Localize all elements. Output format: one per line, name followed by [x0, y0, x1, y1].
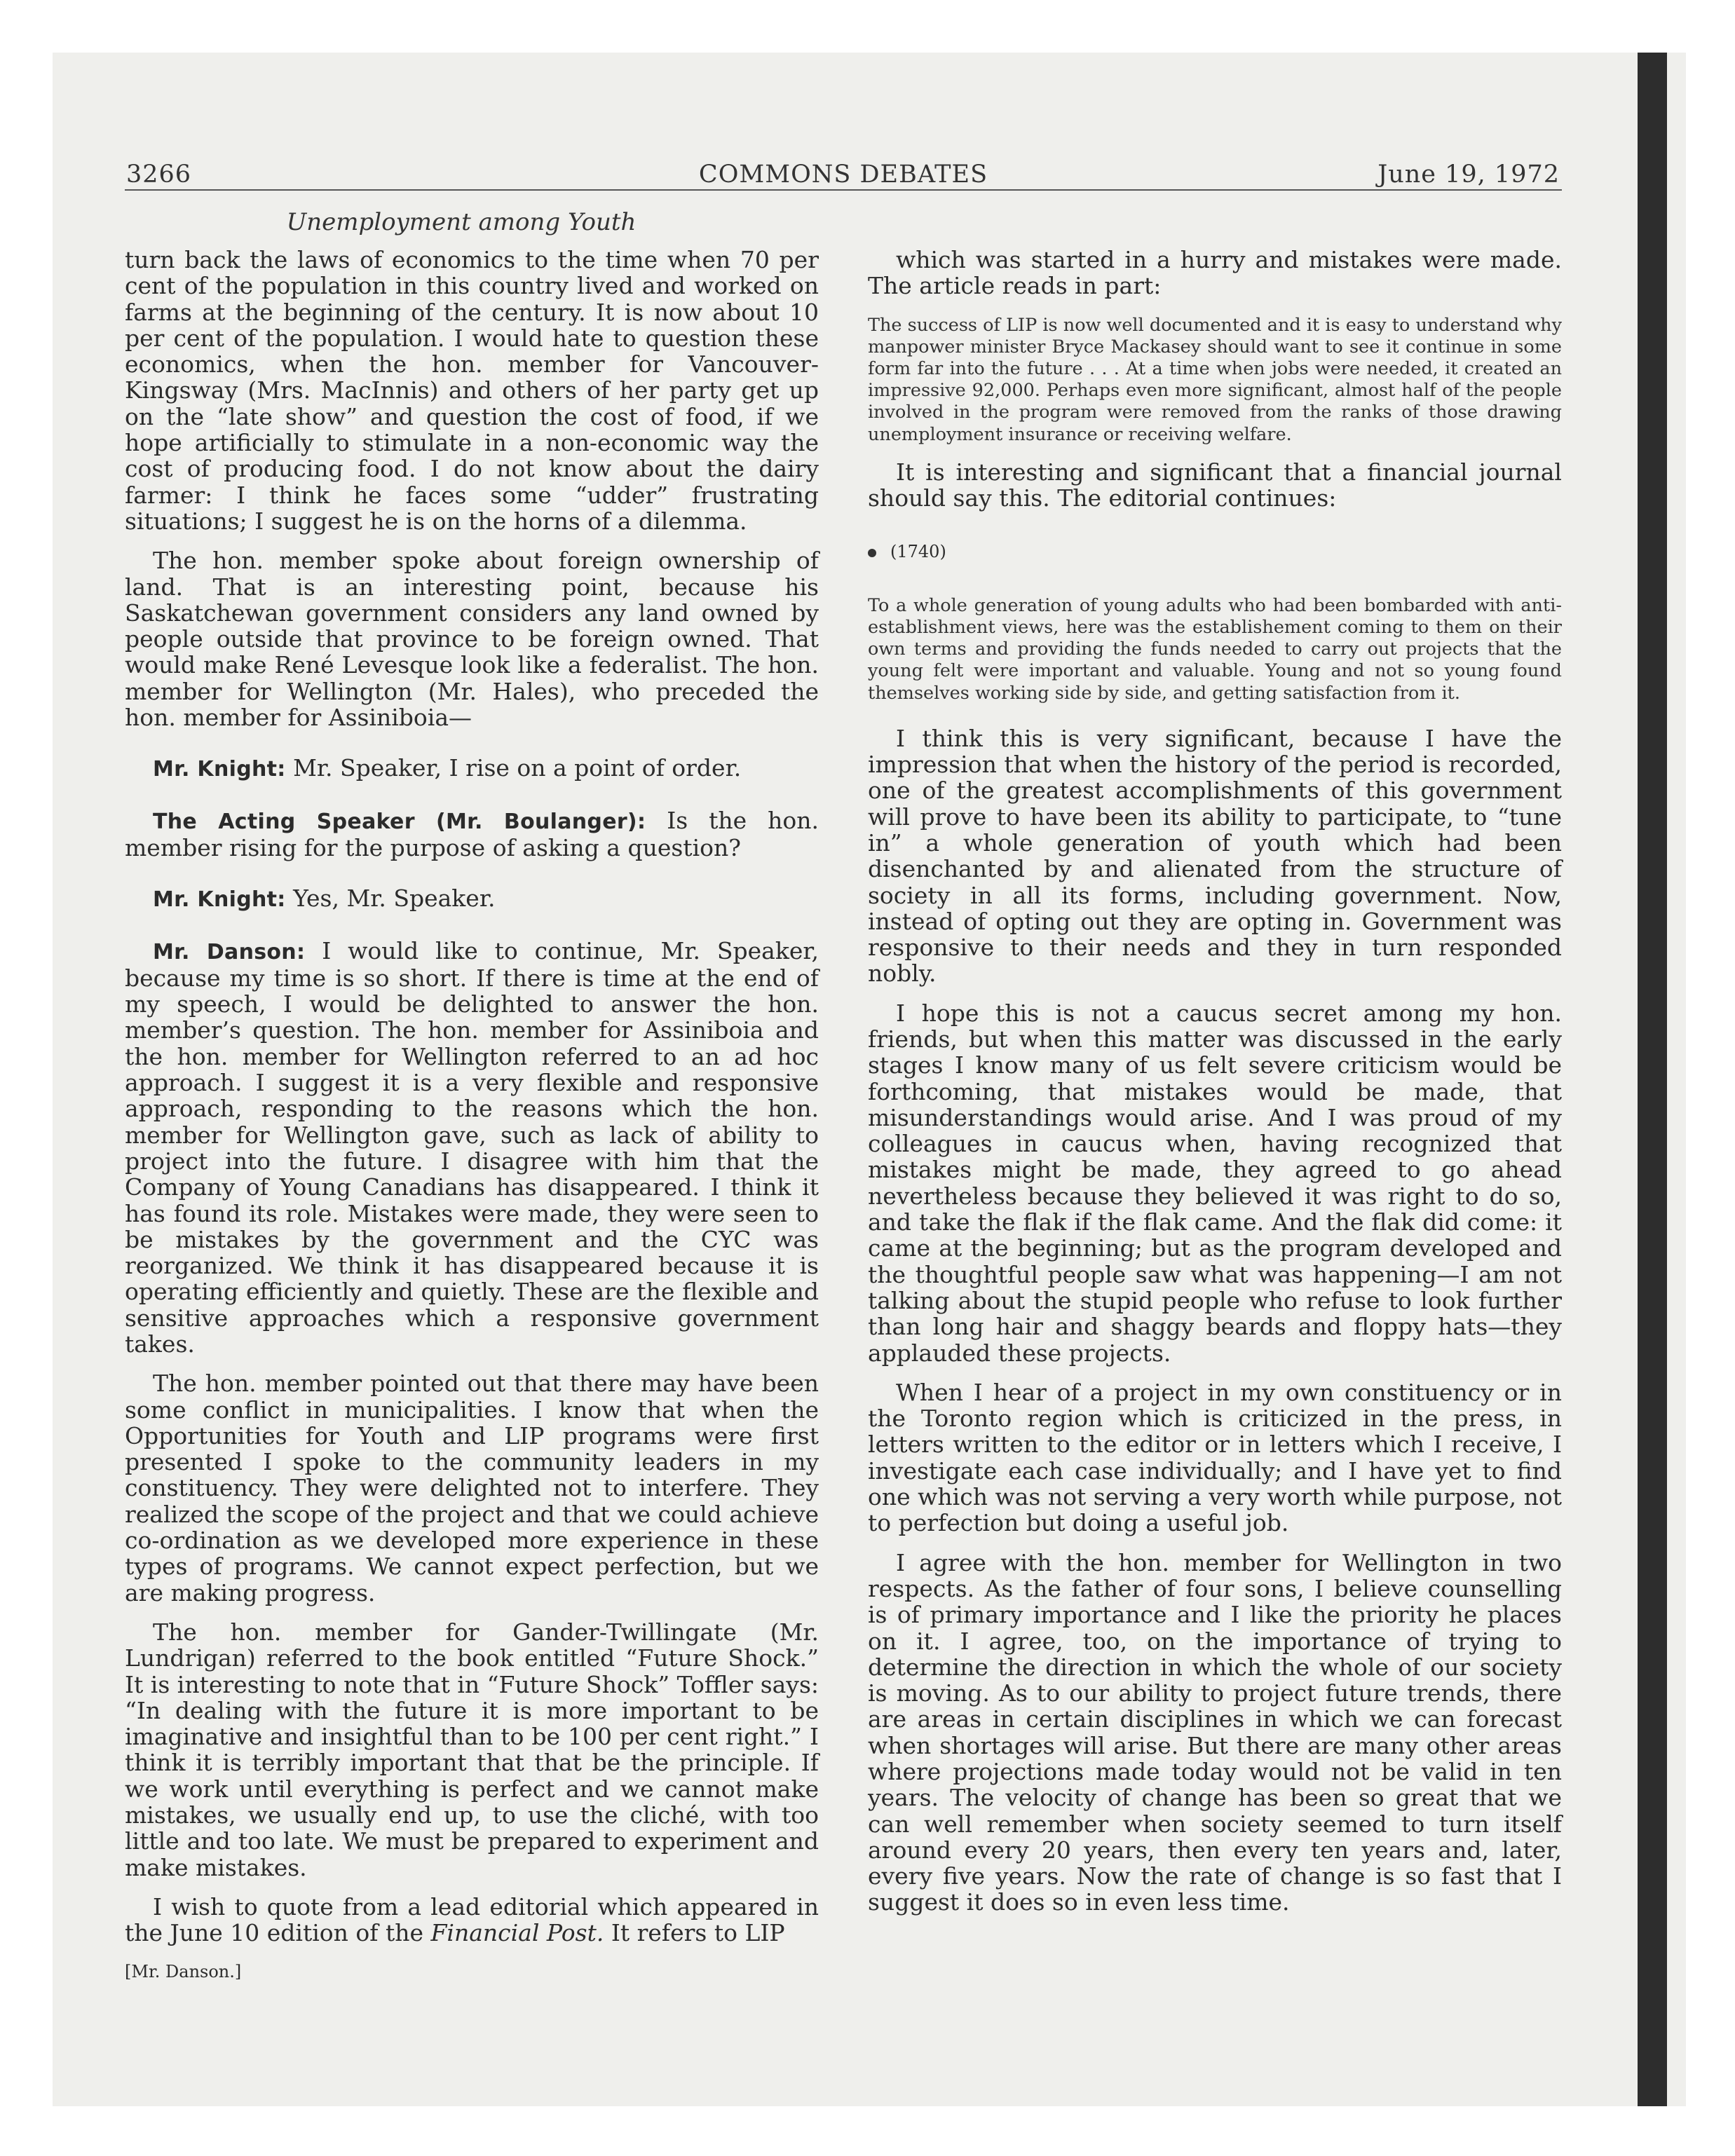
paragraph: which was started in a hurry and mistakes were made. The article reads in part:	[868, 246, 1562, 300]
speech-text: Yes, Mr. Speaker.	[293, 885, 496, 913]
speaker-name: Mr. Knight:	[153, 887, 286, 913]
block-quote: The success of LIP is now well documented and it is easy to understand why manpower minister Bryce Mackasey should want to see it continue in some form far into the future . . . At a time when jobs were needed, it created an impressive 92,000. Perhaps even more significant, almost half of the people involved in the program were removed from the ranks of those drawing unemployment insurance or receiving welfare.	[868, 314, 1562, 445]
text-run: It refers to LIP	[604, 1919, 785, 1947]
paragraph: The hon. member pointed out that there may have been some conflict in municipalities. I know that when the Opportunities for Youth and LIP programs were first presented I spoke to the community leaders in my constituency. They were delighted not to interfere. They realized the scope of the project and that we could achieve co-ordination as we developed more experience in these types of programs. We cannot expect perfection, but we are making progress.	[125, 1370, 819, 1606]
speaker-name: The Acting Speaker (Mr. Boulanger):	[153, 809, 646, 834]
paragraph: The hon. member spoke about foreign ownership of land. That is an interesting point, because his Saskatchewan government considers any land owned by people outside that province to be foreign owned. That would make René Levesque look like a federalist. The hon. member for Wellington (Mr. Hales), who preceded the hon. member for Assiniboia—	[125, 547, 819, 732]
paragraph	[125, 1894, 819, 1946]
speech-knight-2	[125, 885, 819, 913]
paragraph: I hope this is not a caucus secret among my hon. friends, but when this matter was discussed in the early stages I know many of us felt severe criticism would be forthcoming, that mistakes would be made, that misunderstandings would arise. And I was proud of my colleagues in caucus when, having recognized that mistakes might be made, they agreed to go ahead nevertheless because they believed it was right to do so, and take the flak if the flak came. And the flak did come: it came at the beginning; but as the program developed and the thoughtful people saw what was happening—I am not talking about the stupid people who refuse to look further than long hair and shaggy beards and floppy hats—they applauded these projects.	[868, 999, 1562, 1367]
time-marker-text: (1740)	[890, 542, 946, 562]
speaker-name: Mr. Danson:	[153, 939, 306, 964]
speech-acting-speaker	[125, 807, 819, 861]
paragraph: I think this is very significant, because I have the impression that when the history of the period is recorded, one of the greatest accomplishments of this government will prove to have been its ability to participate, to “tune in” a whole generation of youth which had been disenchanted by and alienated from the structure of society in all its forms, including government. Now, instead of opting out they are opting in. Government was responsive to their needs and they in turn responded nobly.	[868, 724, 1562, 988]
scan-binding-edge	[1638, 53, 1667, 2106]
header-rule	[125, 189, 1562, 191]
speaker-name: Mr. Knight:	[153, 757, 286, 782]
publication-name: Financial Post.	[430, 1919, 604, 1947]
speech-knight-1	[125, 755, 819, 782]
right-column	[868, 247, 1562, 1916]
bullet-icon	[868, 549, 876, 557]
speech-text: I would like to continue, Mr. Speaker, because my time is so short. If there is time at the end of my speech, I would be delighted to answer the hon. member’s question. The hon. member for Assiniboia and the hon. member for Wellington referred to an ad hoc approach. I suggest it is a very flexible and responsive approach, responding to the reasons which the hon. member for Wellington gave, such as lack of ability to project into the future. I disagree with him that the Company of Young Canadians has disappeared. I think it has found its role. Mistakes were made, they were seen to be mistakes by the government and the CYC was reorganized. We think it has disappeared because it is operating efficiently and quietly. These are the flexible and sensitive approaches which a responsive government takes.	[125, 936, 819, 1358]
speech-text: Mr. Speaker, I rise on a point of order.	[293, 754, 742, 782]
speech-text: Is the hon. member rising for the purpose of asking a question?	[125, 806, 819, 861]
section-subhead: Unemployment among Youth	[286, 208, 637, 236]
page-date: June 19, 1972	[1377, 161, 1560, 189]
block-quote: To a whole generation of young adults who had been bombarded with anti-establishment views, here was the establishement coming to them on their own terms and providing the funds needed to carry out projects that the young felt were important and valuable. Young and not so young found themselves working side by side, and getting satisfaction from it.	[868, 594, 1562, 704]
paragraph: I agree with the hon. member for Wellington in two respects. As the father of four sons, I believe counselling is of primary importance and I like the priority he places on it. I agree, too, on the importance of trying to determine the direction in which the whole of our society is moving. As to our ability to project future trends, there are areas in certain disciplines in which we can forecast when shortages will arise. But there are many other areas where projections made today would not be valid in ten years. The velocity of change has been so great that we can well remember when society seemed to turn itself around every 20 years, then every ten years and, later, every five years. Now the rate of change is so fast that I suggest it does so in even less time.	[868, 1548, 1562, 1916]
paragraph: When I hear of a project in my own constituency or in the Toronto region which is criticized in the press, in letters written to the editor or in letters which I receive, I investigate each case individually; and I have yet to find one which was not serving a very worth while purpose, not to perfection but doing a useful job.	[868, 1378, 1562, 1537]
left-column	[125, 247, 819, 1985]
speech-danson	[125, 938, 819, 1358]
page-number: 3266	[126, 161, 192, 189]
paragraph: It is interesting and significant that a financial journal should say this. The editorial continues:	[868, 458, 1562, 512]
text-run: I wish to quote from a lead editorial which appeared in the June 10 edition of the	[125, 1892, 819, 1947]
time-marker	[868, 539, 1562, 565]
speaker-footnote: [Mr. Danson.]	[125, 1961, 242, 1981]
paragraph: turn back the laws of economics to the time when 70 per cent of the population in this country lived and worked on farms at the beginning of the century. It is now about 10 per cent of the population. I would hate to question these economics, when the hon. member for Vancouver-Kingsway (Mrs. MacInnis) and others of her party get up on the “late show” and question the cost of food, if we hope artificially to stimulate in a non-economic way the cost of producing food. I do not know about the dairy farmer: I think he faces some “udder” frustrating situations; I suggest he is on the horns of a dilemma.	[125, 246, 819, 535]
paragraph: The hon. member for Gander-Twillingate (Mr. Lundrigan) referred to the book entitled “Future Shock.” It is interesting to note that in “Future Shock” Toffler says: “In dealing with the future it is more important to be imaginative and insightful than to be 100 per cent right.” I think it is terribly important that that be the principle. If we work until everything is perfect and we cannot make mistakes, we usually end up, to use the cliché, with too little and too late. We must be prepared to experiment and make mistakes.	[125, 1618, 819, 1881]
publication-title: COMMONS DEBATES	[698, 161, 988, 189]
